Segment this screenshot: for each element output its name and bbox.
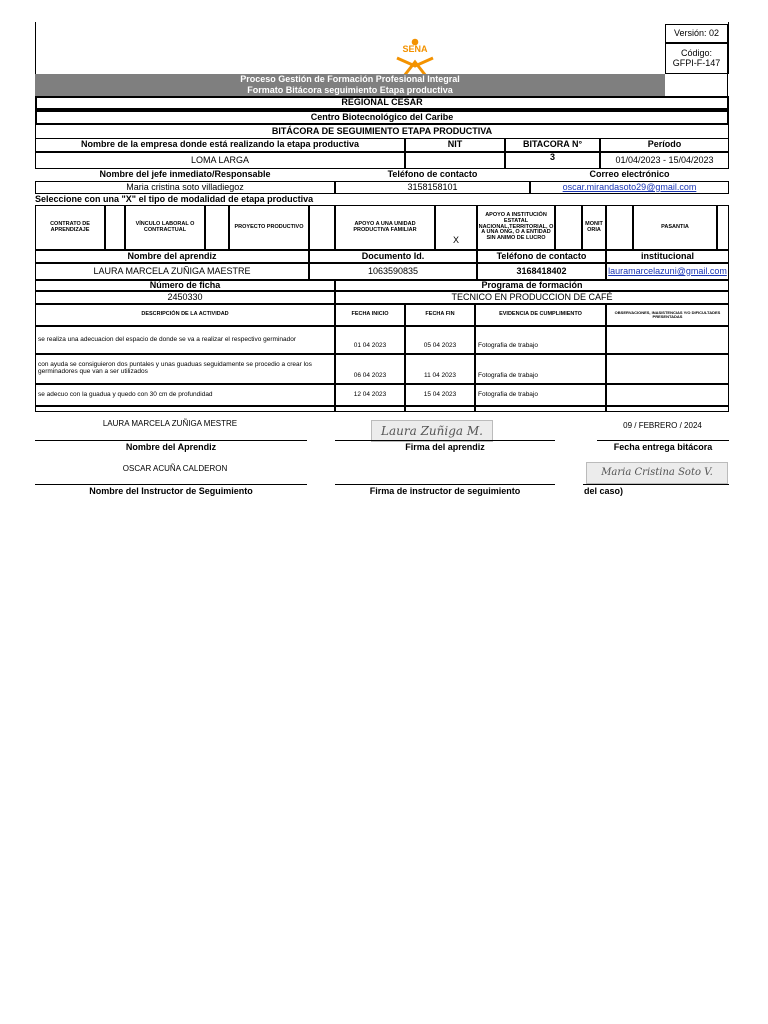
center-row: Centro Biotecnológico del Caribe xyxy=(35,110,729,125)
sena-logo-icon xyxy=(392,38,438,78)
supervisor-name-label: Nombre del jefe inmediato/Responsable xyxy=(99,169,271,180)
activity-row-3-end: 15 04 2023 xyxy=(405,384,475,406)
apprentice-signature: Laura Zuñiga M. xyxy=(371,420,493,442)
activity-header-end: FECHA FIN xyxy=(405,304,475,326)
modality-option-internship: PASANTIA xyxy=(633,205,717,250)
supervisor-email-label: Correo electrónico xyxy=(589,169,670,180)
apprentice-phone-label: Teléfono de contacto xyxy=(477,250,606,263)
activity-header-notes: OBSERVACIONES, INASISTENCIAS Y/O DIFICULTADES PRESENTADAS xyxy=(606,304,729,326)
activity-row-3-description: se adecuo con la guadua y quedo con 30 cm de profundidad xyxy=(35,384,335,406)
apprentice-name-label: Nombre del Aprendiz xyxy=(125,442,217,452)
apprentice-name-value: LAURA MARCELA ZUÑIGA MAESTRE xyxy=(35,263,309,280)
activity-header-description: DESCRIPCIÓN DE LA ACTIVIDAD xyxy=(35,304,335,326)
supervisor-name-value: Maria cristina soto villadiegoz xyxy=(35,181,335,194)
supervisor-signature: Maria Cristina Soto V. xyxy=(586,462,728,484)
sena-logo xyxy=(392,38,438,78)
activity-empty-row xyxy=(35,406,335,412)
modality-mark-family[interactable]: X xyxy=(435,205,477,250)
supervisor-signature-line xyxy=(583,484,729,485)
modality-mark-employment[interactable] xyxy=(205,205,229,250)
version-text: Versión: 02 xyxy=(673,27,720,38)
instructor-signature-label: Firma de instructor de seguimiento xyxy=(369,486,521,496)
apprentice-doc-value: 1063590835 xyxy=(309,263,477,280)
modality-option-institution: APOYO A INSTITUCIÓN ESTATAL NACIONAL,TERRITORIAL, O A UNA ONG, O A ENTIDAD SIN ANIMO DE LUCRO xyxy=(477,205,555,250)
apprentice-email-value[interactable]: lauramarcelazuni@gmail.com xyxy=(606,263,729,280)
activity-row-1-description: se realiza una adecuacion del espacio de donde se va a realizar el respectivo germinador xyxy=(35,326,335,354)
svg-text:SENA: SENA xyxy=(402,44,428,54)
right-border-top xyxy=(728,22,729,74)
modality-mark-monitoring[interactable] xyxy=(606,205,633,250)
apprentice-name-label: Nombre del aprendiz xyxy=(35,250,309,263)
apprentice-phone-value: 3168418402 xyxy=(477,263,606,280)
delivery-date-line xyxy=(597,440,729,441)
modality-option-contract: CONTRATO DE APRENDIZAJE xyxy=(35,205,105,250)
company-name-value: LOMA LARGA xyxy=(35,152,405,169)
supervisor-phone-label: Teléfono de contacto xyxy=(387,169,478,180)
delivery-date-label: Fecha entrega bitácora xyxy=(613,442,713,452)
format-title: Formato Bitácora seguimiento Etapa productiva xyxy=(247,85,453,95)
log-number-value: 3 xyxy=(505,152,600,169)
supervisor-phone-value: 3158158101 xyxy=(335,181,530,194)
nit-label: NIT xyxy=(405,138,505,152)
activity-row-2-evidence: Fotografia de trabajo xyxy=(475,354,606,384)
apprentice-name-line xyxy=(35,440,307,441)
supervisor-email-value[interactable]: oscar.mirandasoto29@gmail.com xyxy=(530,181,729,194)
activity-row-2-description: con ayuda se consiguieron dos puntales y unas guaduas seguidamente se procedio a crear los germinadores que van a ser utilizados xyxy=(35,354,335,384)
activity-header-evidence: EVIDENCIA DE CUMPLIMIENTO xyxy=(475,304,606,326)
apprentice-printed-name: LAURA MARCELA ZUÑIGA MESTRE xyxy=(102,419,238,428)
instructor-name-line xyxy=(35,484,307,485)
code-box xyxy=(665,43,728,74)
activity-header-start: FECHA INICIO xyxy=(335,304,405,326)
modality-option-family: APOYO A UNA UNIDAD PRODUCTIVA FAMILIAR xyxy=(335,205,435,250)
activity-row-1-notes xyxy=(606,326,729,354)
modality-option-monitoring: MONIT ORIA xyxy=(582,205,606,250)
activity-row-1-evidence: Fotografia de trabajo xyxy=(475,326,606,354)
log-number-label: BITACORA N° xyxy=(505,138,600,152)
activity-row-3-notes xyxy=(606,384,729,406)
activity-row-1-start: 01 04 2023 xyxy=(335,326,405,354)
period-value: 01/04/2023 - 15/04/2023 xyxy=(600,152,729,169)
apprentice-signature-label: Firma del aprendiz xyxy=(405,442,485,452)
activity-row-1-end: 05 04 2023 xyxy=(405,326,475,354)
ficha-label: Número de ficha xyxy=(35,280,335,291)
activity-row-3-start: 12 04 2023 xyxy=(335,384,405,406)
supervisor-signature-label: del caso) xyxy=(584,486,624,496)
apprentice-email-label: institucional xyxy=(606,250,729,263)
apprentice-signature-line xyxy=(335,440,555,441)
period-label: Período xyxy=(600,138,729,152)
code-value: GFPI-F-147 xyxy=(672,57,721,68)
process-title: Proceso Gestión de Formación Profesional Integral xyxy=(240,74,460,84)
program-value: TECNICO EN PRODUCCION DE CAFÉ xyxy=(335,291,729,304)
activity-row-2-end: 11 04 2023 xyxy=(405,354,475,384)
instructor-signature-line xyxy=(335,484,555,485)
title-bar xyxy=(35,74,665,96)
instructor-name-label: Nombre del Instructor de Seguimiento xyxy=(89,486,253,496)
code-label: Código: xyxy=(680,48,713,59)
ficha-value: 2450330 xyxy=(35,291,335,304)
activity-row-3-evidence: Fotografia de trabajo xyxy=(475,384,606,406)
apprentice-doc-label: Documento Id. xyxy=(309,250,477,263)
modality-mark-contract[interactable] xyxy=(105,205,125,250)
program-label: Programa de formación xyxy=(335,280,729,291)
modality-mark-project[interactable] xyxy=(309,205,335,250)
regional-row: REGIONAL CESAR xyxy=(35,96,729,110)
left-border-top xyxy=(35,22,36,74)
activity-row-2-notes xyxy=(606,354,729,384)
company-name-label: Nombre de la empresa donde está realizando la etapa productiva xyxy=(35,138,405,152)
version-box xyxy=(665,24,728,43)
log-title: BITÁCORA DE SEGUIMIENTO ETAPA PRODUCTIVA xyxy=(35,125,729,138)
nit-value xyxy=(405,152,505,169)
modality-instruction: Seleccione con una "X" el tipo de modalidad de etapa productiva xyxy=(35,194,314,204)
modality-mark-institution[interactable] xyxy=(555,205,582,250)
modality-option-employment: VÍNCULO LABORAL O CONTRACTUAL xyxy=(125,205,205,250)
delivery-date: 09 / FEBRERO / 2024 xyxy=(623,421,702,430)
modality-option-project: PROYECTO PRODUCTIVO xyxy=(229,205,309,250)
instructor-printed-name: OSCAR ACUÑA CALDERON xyxy=(122,464,228,473)
modality-mark-internship[interactable] xyxy=(717,205,729,250)
activity-row-2-start: 06 04 2023 xyxy=(335,354,405,384)
